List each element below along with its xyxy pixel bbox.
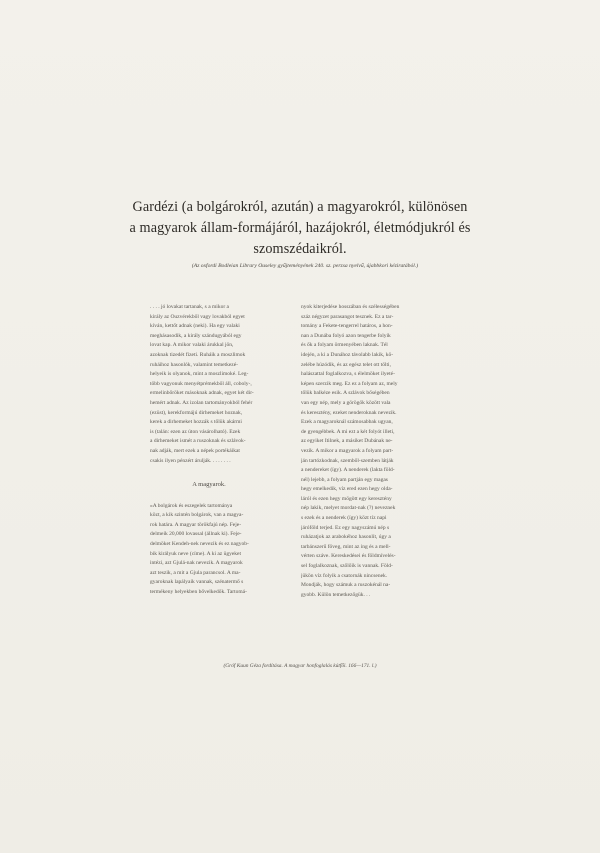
paragraph-magyarok xyxy=(142,502,276,598)
text-line: ján tartózkodnak, szemből-szemben látják xyxy=(301,457,394,464)
text-line: s ezek és a nenderek (így) közt tíz napi xyxy=(301,515,387,522)
text-line: . . . . jó lovakat tartanak, s a mikor a xyxy=(150,304,229,310)
title-line-2: a magyarok állam-formájáról, hazájokról, életmódjukról és xyxy=(129,220,471,236)
text-line: tomány a Fekete-tengerrel határos, a hon- xyxy=(301,323,393,330)
text-line: a dirhemeket ismét a ruszoknak és szlávok- xyxy=(150,438,246,445)
text-line: vérten száve. Kereskedései és földmívelés- xyxy=(301,553,396,560)
text-line: az egyiket Itilnek, a másiket Dubának ne- xyxy=(301,438,393,445)
text-line: termékeny helyekben bővelkedők. Tartomá- xyxy=(150,589,247,596)
text-line: de gyengébbek. A mi ezt a két folyót illeti, xyxy=(301,428,395,435)
text-line: ermelinbőröket másoknak adnak, egyet két dir- xyxy=(150,390,254,397)
text-line: rok határa. A magyar törökfajú nép. Feje- xyxy=(150,521,242,528)
text-line: kíván, kettőt adnak (neki). Ha egy valaki xyxy=(150,323,240,330)
text-line: láról és ezen hegy mögött egy keresztény xyxy=(301,495,392,502)
text-line: kerek a dirhemeket hozzák s tőlük akármi xyxy=(150,419,242,426)
text-line: sel foglalkoznak, szőlőik is vannak. Föld- xyxy=(301,563,393,570)
text-line: közt, a kik szintén bolgárok, van a magya- xyxy=(150,512,244,519)
text-line: több vagyonuk menyétprémekből áll, coboly-, xyxy=(150,380,252,387)
text-line: járóföld terjed. Ez egy nagyszámú nép s xyxy=(301,524,390,531)
right-column xyxy=(301,303,438,600)
text-line: nyok kiterjedése hosszában és szélességében xyxy=(301,304,400,310)
text-line: hegy emelkedik, víz ered ezen hegy olda- xyxy=(301,486,393,493)
text-line: ruházatjok az arabokéhoz hasonlít, úgy a xyxy=(301,534,391,541)
section-heading: A magyarok. xyxy=(192,481,226,489)
text-line: képen szerzik meg. Ez ez a folyam az, mely xyxy=(301,380,398,387)
text-line: tarbánszerű föveg, mint az ing és a mell- xyxy=(301,543,391,550)
text-line: (ezüst), kerekformájú dirhemeket hoznak, xyxy=(150,409,243,416)
text-line: nép lakik, melyet mordat-nak (?) neveznek xyxy=(301,505,396,512)
text-line: tőlük balkéze esik. A szlávok bőségében xyxy=(301,390,390,397)
text-line: Mondják, hogy számuk a ruszokénál na- xyxy=(301,582,391,589)
text-line: Ezek a magyaroknál számosabbak ugyan, xyxy=(301,419,393,426)
text-line: gyobb. Külön temetkezőgük. . . xyxy=(301,591,371,598)
text-line: delmöket Kendeh-nek nevezik és ez nagyob- xyxy=(150,541,249,548)
title-line-3: szomszédaikról. xyxy=(253,241,347,257)
text-line: csakis ilyen pénzért árulják. . . . . . . . xyxy=(150,457,231,464)
text-line: a nendereket (így). A nenderek (lakta föld- xyxy=(301,467,395,474)
text-line: és ők a folyam örmenyében laknak. Tél xyxy=(301,342,388,349)
text-line: halászattal foglalkozva, s élelmöket ilyeté- xyxy=(301,371,395,378)
text-line: jükön víz folyik a csatornák nincsenek. xyxy=(301,572,388,579)
text-line: gyaroknak lapályaik vannak, szénatermő s xyxy=(150,579,244,586)
left-column xyxy=(142,303,276,598)
text-line: idején, a ki a Dunához távolabb lakik, kö- xyxy=(301,351,394,358)
paragraph-intro xyxy=(142,303,276,466)
text-line: helyeik is olyanok, mint a moszlimoké. Leg- xyxy=(150,371,249,378)
source-citation: (Gróf Kuun Géza fordítása. A magyar honfoglalás kútfői. 166—171. l.) xyxy=(223,663,377,669)
text-line: van egy nép, mely a görögök között vala xyxy=(301,399,391,406)
text-line: hemért adnak. Az izolan tartományokból fehér xyxy=(150,399,253,406)
page-title xyxy=(70,197,530,260)
text-line: meghásasodik, a király szándugyából egy xyxy=(150,332,242,339)
title-line-1: Gardézi (a bolgárokról, azután) a magyarokról, különösen xyxy=(132,199,468,215)
text-line: azoknak tizedét fizeti. Ruháik a moszlimok xyxy=(150,351,246,358)
text-line: bik királyuk neve (címe). A ki az ügyeket xyxy=(150,550,242,557)
text-line: ruháihoz hasonlók, valamint temetkezé- xyxy=(150,361,238,368)
paragraph-continued xyxy=(301,303,438,600)
text-line: »A bolgárok és eszegelek tartománya xyxy=(150,502,233,509)
text-line: és keresztény, ezeket nenderoknak nevezik. xyxy=(301,409,397,416)
text-line: nak adják, mert ezek a népek portékáikat xyxy=(150,447,240,454)
text-line: száz négyzet parasangot tesznek. Ez a tar- xyxy=(301,313,394,320)
text-line: vezik. A mikor a magyarok a folyam part- xyxy=(301,447,394,454)
text-line: is (talán: ezen az úton vásárolható). Ezek xyxy=(150,428,241,435)
page-subtitle: (Az oxfordi Bodleian Library Ouseley gyűjteményének 240. sz. perzsa nyelvű, újabbkori kéziratából.) xyxy=(191,263,419,269)
text-line: azt teszik, a mit a Gjula parancsol. A ma- xyxy=(150,569,241,576)
text-line: delmeik 20,000 lovassal (állnak ki). Feje- xyxy=(150,531,242,538)
text-line: nél) lejebb, a folyam partján egy magas xyxy=(301,476,388,483)
text-line: lovat kap. A mikor valaki árukkal jön, xyxy=(150,342,234,349)
text-line: intézi, azt Gjulá-nak nevezik. A magyarok xyxy=(150,560,243,567)
text-line: nan a Dunába folyó azon tengerbe folyik xyxy=(301,332,391,339)
text-line: zelébe húzódik, és az egész telet ott tölti, xyxy=(301,361,391,368)
text-line: király az Ouzvérekből vagy lovakból egyet xyxy=(150,313,245,320)
